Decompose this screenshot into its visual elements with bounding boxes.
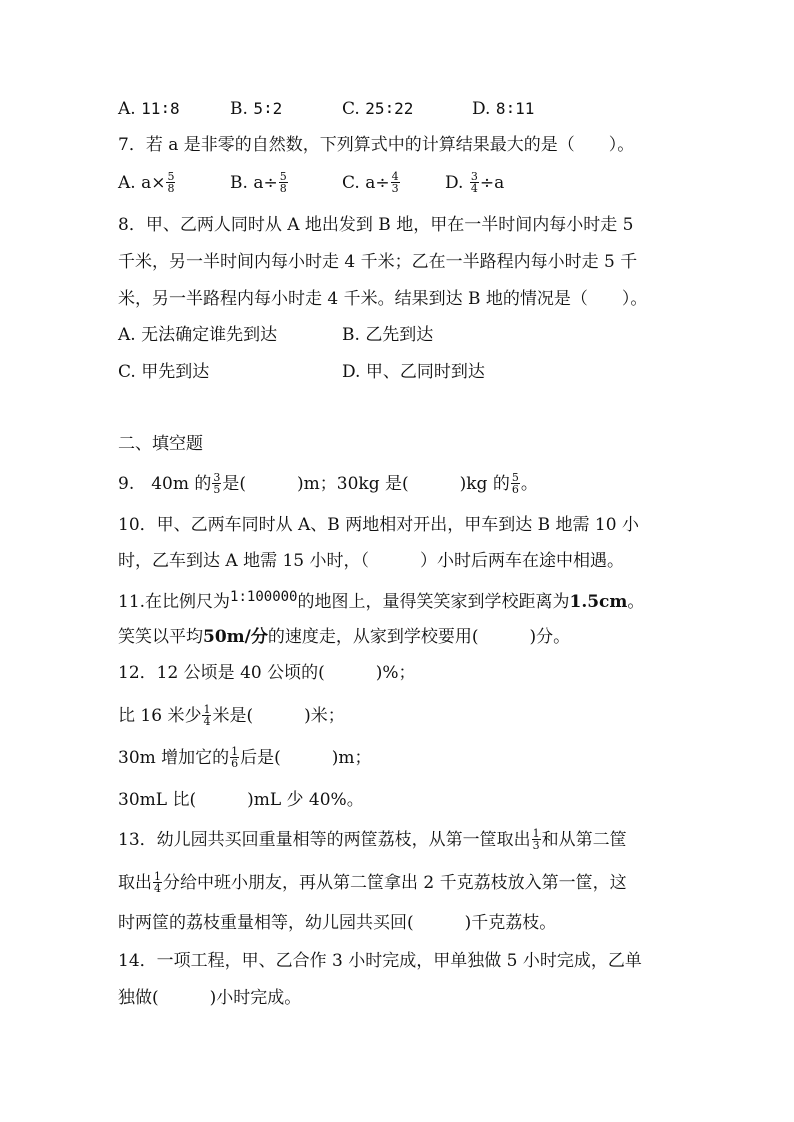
q8-line-1: 8．甲、乙两人同时从 A 地出发到 B 地，甲在一半时间内每小时走 5 [118,215,634,235]
q7-option-c: C. a÷ $\frac{4}{3}$ [342,170,399,195]
q7-stem: 7．若 a 是非零的自然数，下列算式中的计算结果最大的是（ ）。 [118,135,635,155]
fraction: $\frac{3}{4}$ [470,170,478,195]
section-title: 二、填空题 [118,434,203,454]
q6-option-d: D. 8∶11 [472,99,535,119]
fraction: $\frac{5}{6}$ [511,471,519,496]
q11-line-2: 笑笑以平均50m/分的速度走，从家到学校要用( )分。 [118,627,571,647]
q7-option-b: B. a÷ $\frac{5}{8}$ [230,170,287,195]
q8-option-c: C. 甲先到达 [118,362,210,382]
fraction: $\frac{4}{3}$ [391,170,399,195]
q10-line-2: 时，乙车到达 A 地需 15 小时，（ ）小时后两车在途中相遇。 [118,551,625,571]
q6-option-c: C. 25∶22 [342,99,414,119]
q12-line-2: 比 16 米少 $\frac{1}{4}$ 米是( )米； [118,703,345,728]
q12-line-1: 12．12 公顷是 40 公顷的( )%； [118,663,416,683]
fraction: $\frac{1}{4}$ [203,703,211,728]
q13-line-2: 取出 $\frac{1}{4}$ 分给中班小朋友，再从第二筐拿出 2 千克荔枝放入第一筐，这 [118,870,627,895]
q8-option-b: B. 乙先到达 [342,325,434,345]
fraction: $\frac{5}{8}$ [167,170,175,195]
fraction: $\frac{1}{3}$ [532,827,540,852]
q8-option-d: D. 甲、乙同时到达 [342,362,485,382]
q8-line-3: 米，另一半路程内每小时走 4 千米。结果到达 B 地的情况是（ ）。 [118,289,648,309]
q14-line-2: 独做( )小时完成。 [118,988,302,1008]
fraction: $\frac{3}{5}$ [213,471,221,496]
q11-line-1: 11.在比例尺为$^{1:100000}$的地图上，量得笑笑家到学校距离为1.5cm。 [118,589,645,612]
q13-line-3: 时两筐的荔枝重量相等，幼儿园共买回( )千克荔枝。 [118,913,557,933]
q9: 9. 40m 的 $\frac{3}{5}$ 是( )m；30kg 是( )kg 的 $\frac{5}{6}$ 。 [118,471,538,496]
fraction: $\frac{1}{6}$ [231,745,239,770]
q12-line-3: 30m 增加它的 $\frac{1}{6}$ 后是( )m； [118,745,372,770]
q6-option-a: A. 11∶8 [118,99,180,119]
q10-line-1: 10．甲、乙两车同时从 A、B 两地相对开出，甲车到达 B 地需 10 小 [118,515,639,535]
fraction: $\frac{1}{4}$ [154,870,161,895]
q13-line-1: 13．幼儿园共买回重量相等的两筐荔枝，从第一筐取出 $\frac{1}{3}$ 和从第二筐 [118,827,627,852]
q8-line-2: 千米，另一半时间内每小时走 4 千米；乙在一半路程内每小时走 5 千 [118,252,638,272]
q12-line-4: 30mL 比( )mL 少 40%。 [118,790,364,810]
q7-option-d: D. $\frac{3}{4}$ ÷a [445,170,505,195]
q7-option-a: A. a× $\frac{5}{8}$ [118,170,175,195]
q8-option-a: A. 无法确定谁先到达 [118,325,278,345]
fraction: $\frac{5}{8}$ [279,170,287,195]
q6-option-b: B. 5∶2 [230,99,283,119]
q14-line-1: 14．一项工程，甲、乙合作 3 小时完成，甲单独做 5 小时完成，乙单 [118,951,642,971]
